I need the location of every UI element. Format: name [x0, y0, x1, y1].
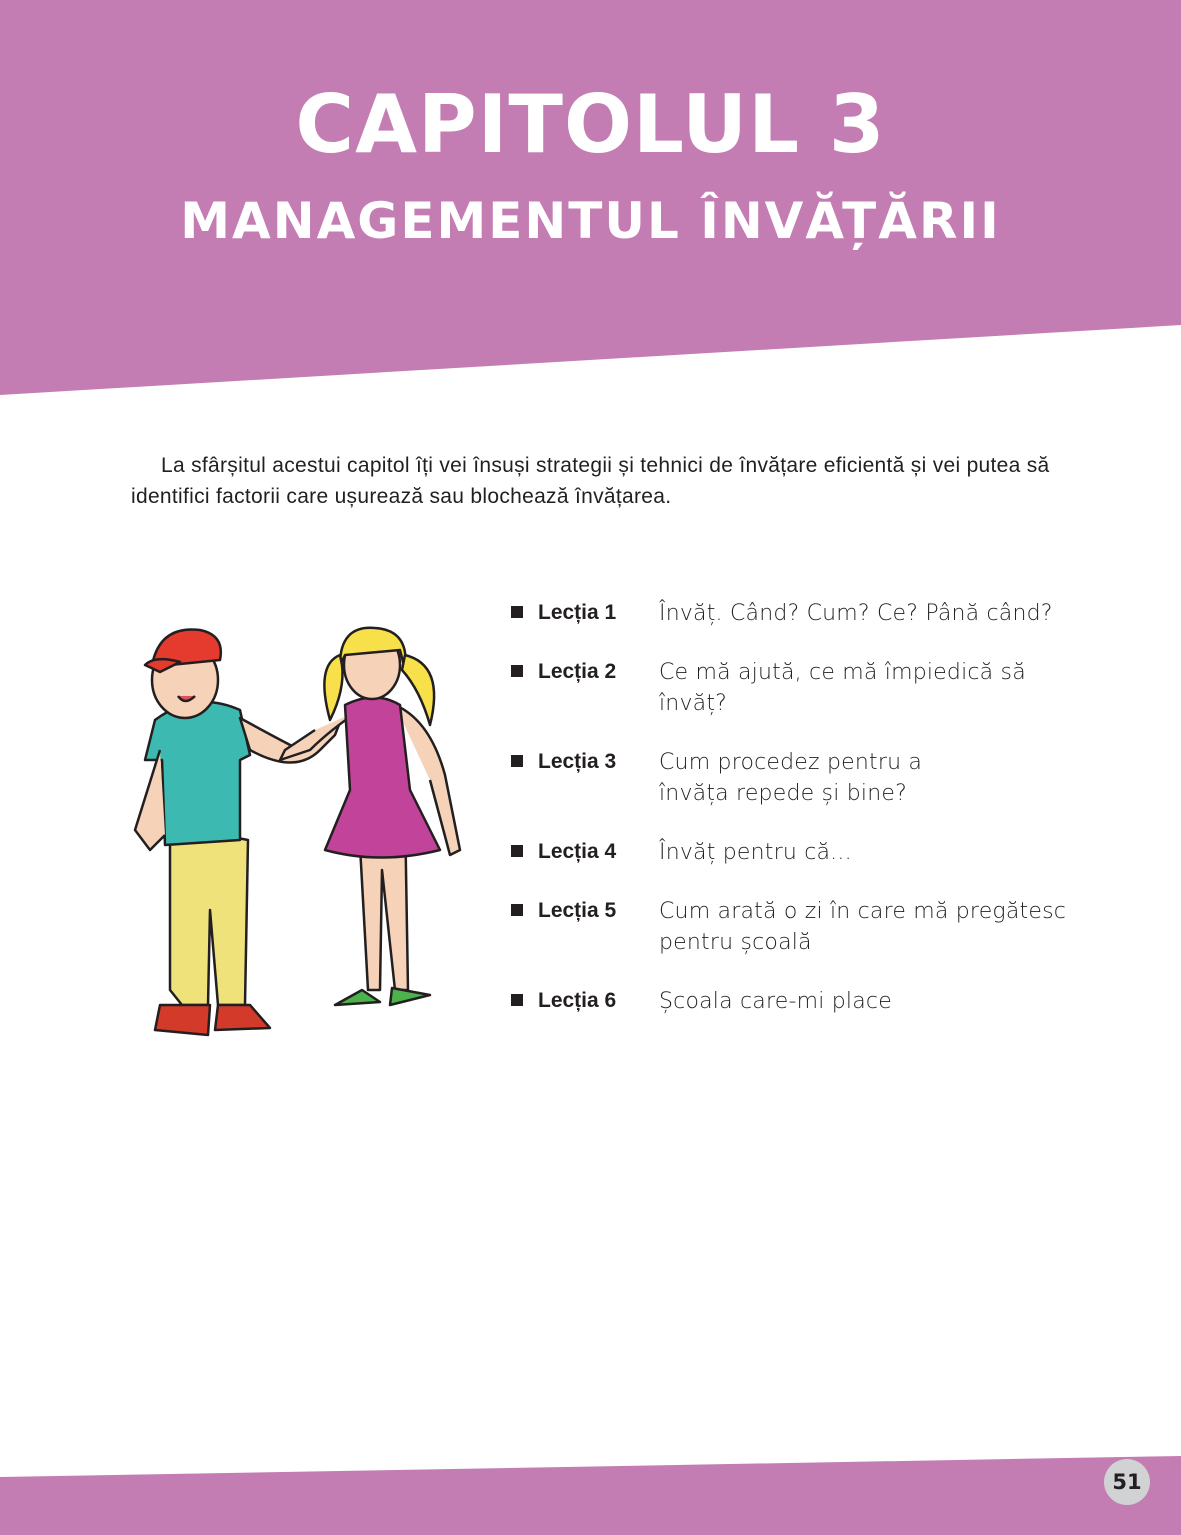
lesson-title: Ce mă ajută, ce mă împiedică să învăț?: [659, 660, 1026, 716]
square-bullet-icon: [511, 665, 523, 677]
page-number: 51: [1104, 1459, 1150, 1505]
lesson-label: Lecția 1: [538, 601, 617, 624]
chapter-number: CAPITOLUL 3: [295, 78, 886, 171]
lesson-item-1: [511, 598, 1091, 629]
lesson-title: Școala care-mi place: [659, 989, 892, 1014]
lesson-title: Cum procedez pentru a învăța repede și bine?: [659, 750, 923, 806]
chapter-title: MANAGEMENTUL ÎNVĂȚĂRII: [180, 192, 1001, 250]
square-bullet-icon: [511, 755, 523, 767]
square-bullet-icon: [511, 994, 523, 1006]
square-bullet-icon: [511, 606, 523, 618]
lesson-title: Învăț. Când? Cum? Ce? Până când?: [659, 601, 1053, 626]
lesson-item-2: [511, 657, 1091, 719]
lesson-label: Lecția 4: [538, 840, 617, 863]
intro-paragraph: La sfârșitul acestui capitol îți vei însuși strategii și tehnici de învățare eficientă și vei putea să identifici factorii care ușurează sau blochează învățarea.: [131, 454, 1050, 508]
lesson-title: Învăț pentru că...: [659, 840, 852, 865]
lesson-list: [511, 598, 1091, 1045]
boy-figure: [135, 629, 340, 1035]
lesson-item-5: [511, 896, 1091, 958]
girl-figure: [280, 628, 460, 1005]
lesson-label: Lecția 6: [538, 989, 617, 1012]
lesson-item-3: [511, 747, 1091, 809]
footer-band: [0, 1456, 1181, 1535]
children-illustration: [100, 610, 480, 1050]
lesson-label: Lecția 5: [538, 899, 617, 922]
lesson-item-4: [511, 837, 1091, 868]
lesson-label: Lecția 2: [538, 660, 617, 683]
lesson-item-6: [511, 986, 1091, 1017]
square-bullet-icon: [511, 904, 523, 916]
square-bullet-icon: [511, 845, 523, 857]
lesson-title: Cum arată o zi în care mă pregătesc pentru școală: [659, 899, 1067, 955]
lesson-label: Lecția 3: [538, 750, 617, 773]
